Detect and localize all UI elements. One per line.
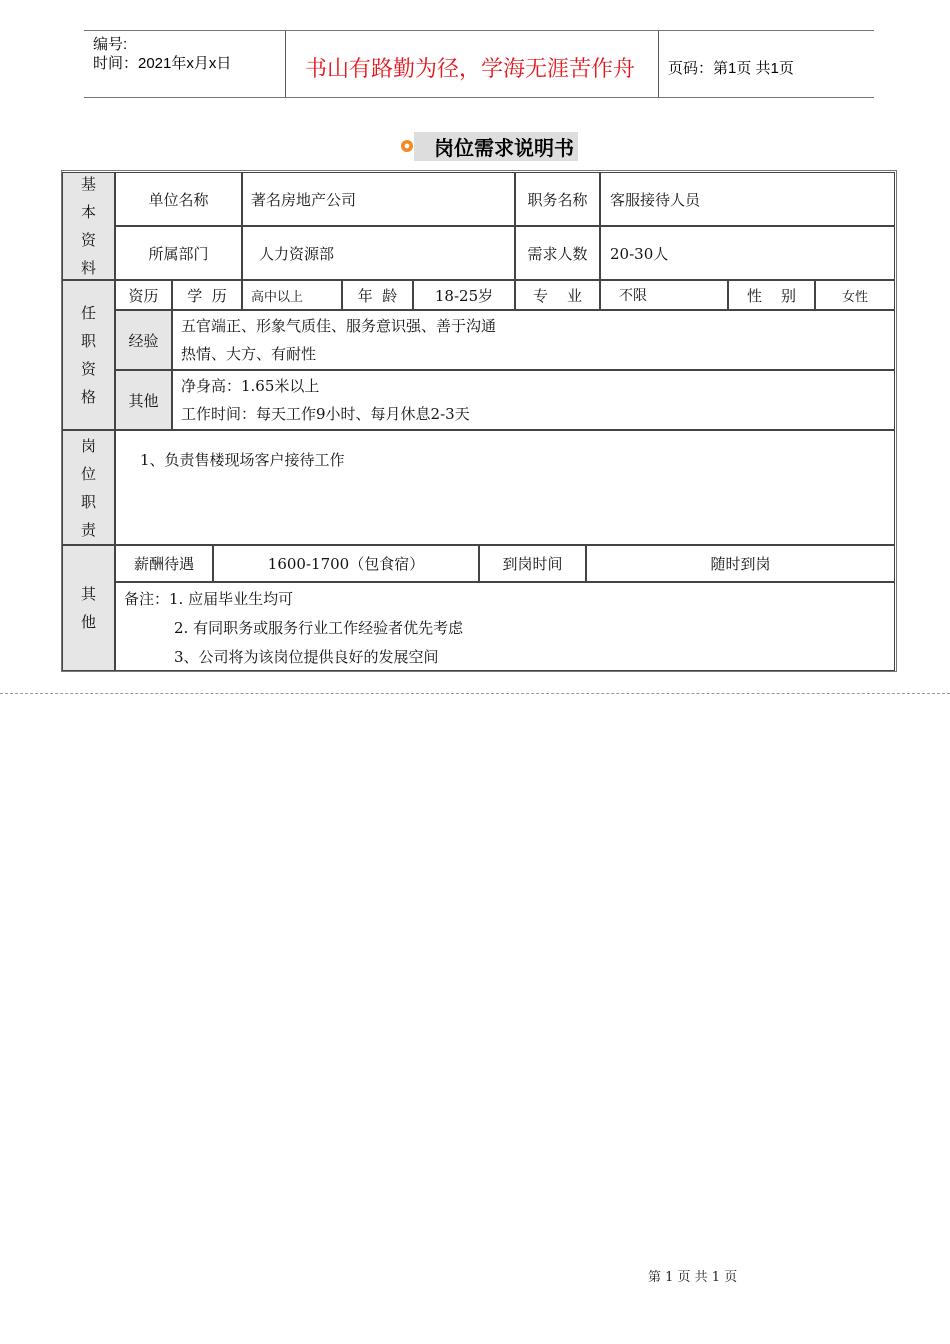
page-break-line: [0, 693, 950, 694]
edu-value: 高中以上: [242, 280, 342, 310]
note-line: 备注：1. 应届毕业生均可: [124, 590, 294, 608]
note-line: 2. 有同职务或服务行业工作经验者优先考虑: [174, 619, 464, 637]
header-divider: [285, 31, 286, 97]
page-indicator: 页码：第1页 共1页: [668, 60, 794, 77]
age-label: 年 龄: [342, 280, 413, 310]
unit-value: 著名房地产公司: [242, 172, 515, 226]
major-value: 不限: [600, 280, 728, 310]
note-line: 3、公司将为该岗位提供良好的发展空间: [174, 648, 439, 666]
duty-text: 1、负责售楼现场客户接待工作: [115, 430, 895, 545]
notes: [115, 582, 895, 671]
header-bottom-rule: [84, 97, 874, 98]
dept-label: 所属部门: [115, 226, 242, 280]
start-value: 随时到岗: [586, 545, 895, 582]
doc-date: 时间：2021年x月x日: [93, 55, 232, 72]
header-divider: [658, 31, 659, 97]
gender-value: 女性: [815, 280, 895, 310]
page-footer: 第 1 页 共 1 页: [648, 1270, 738, 1285]
section-qualification: 任 职 资 格: [62, 280, 115, 430]
unit-label: 单位名称: [115, 172, 242, 226]
start-label: 到岗时间: [479, 545, 586, 582]
position-value: 客服接待人员: [600, 172, 895, 226]
other-value: 净身高：1.65米以上 工作时间：每天工作9小时、每月休息2-3天: [172, 370, 895, 430]
gender-label: 性 别: [728, 280, 815, 310]
doc-number: 编号:: [93, 36, 128, 53]
exp-value: 五官端正、形象气质佳、服务意识强、善于沟通 热情、大方、有耐性: [172, 310, 895, 370]
dept-value: 人力资源部: [242, 226, 515, 280]
exp-label: 经验: [115, 310, 172, 370]
position-label: 职务名称: [515, 172, 600, 226]
major-label: 专 业: [515, 280, 600, 310]
section-basic: 基 本 资 料: [62, 172, 115, 280]
edu-label: 学 历: [172, 280, 242, 310]
other-label: 其他: [115, 370, 172, 430]
page-title: 岗位需求说明书: [414, 132, 578, 161]
header-motto: 书山有路勤为径，学海无涯苦作舟: [305, 57, 636, 82]
header-top-rule: [84, 30, 874, 31]
resume-label: 资历: [115, 280, 172, 310]
salary-value: 1600-1700（包食宿）: [213, 545, 479, 582]
count-value: 20-30人: [600, 226, 895, 280]
count-label: 需求人数: [515, 226, 600, 280]
section-duty: 岗 位 职 责: [62, 430, 115, 545]
age-value: 18-25岁: [413, 280, 515, 310]
salary-label: 薪酬待遇: [115, 545, 213, 582]
title-bullet-icon: [401, 140, 413, 152]
section-other: 其 他: [62, 545, 115, 671]
